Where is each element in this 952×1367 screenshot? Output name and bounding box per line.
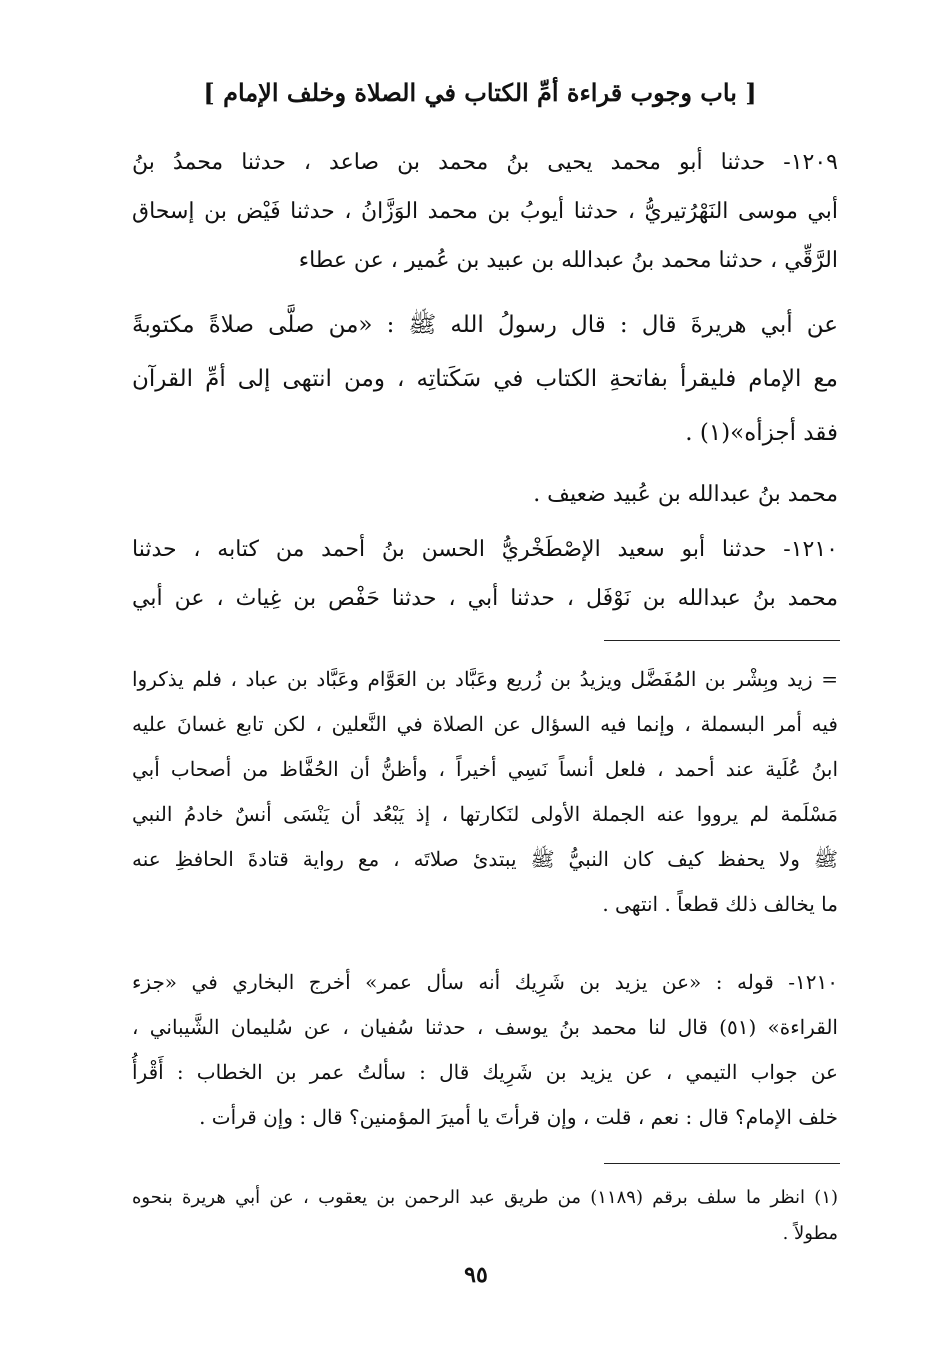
footnote-divider: [604, 1163, 840, 1164]
hadith-1210-isnad: [132, 525, 838, 623]
page-number: ٩٥: [464, 1262, 488, 1288]
text-line: خلف الإمام؟ قال : نعم ، قلت ، وإن قرأتَ يا أميرَ المؤمنين؟ قال : وإن قرأت .: [199, 1105, 838, 1129]
hadith-1209-isnad: [132, 138, 838, 285]
text-line: مع الإمام فليقرأ بفاتحةِ الكتاب في سَكَتاتِه ، ومن انتهى إلى أمِّ القرآن: [132, 366, 838, 392]
chapter-title: [ باب وجوب قراءة أمِّ الكتاب في الصلاة وخلف الإمام ]: [203, 78, 757, 107]
commentary-continued: [132, 657, 838, 927]
text-line: الرَّقِّي ، حدثنا محمد بنُ عبدالله بن عبيد بن عُمير ، عن عطاء: [298, 248, 838, 273]
text-line: ابنُ عُلَية عند أحمد ، فلعل أنساً نَسِي أخيراً ، وأظنُّ أن الحُفَّاظ من أصحاب أبي: [132, 757, 838, 781]
text-line: ١٢٠٩- حدثنا أبو محمد يحيى بنُ محمد بن صاعد ، حدثنا محمدُ بنُ: [132, 150, 838, 175]
hadith-1209-grading: [132, 470, 838, 519]
hadith-1209-matn: [132, 298, 838, 460]
notes-divider: [604, 640, 840, 641]
text-line: فيه أمر البسملة ، وإنما فيه السؤال عن الصلاة في النَّعلين ، لكن تابع غسانَ عليه: [132, 712, 838, 736]
text-line: = زيد وبِشْر بن المُفَضَّل ويزيدُ بن زُريع وعَبَّاد بن العَوَّام وعَبَّاد بن عباد ، فلم يذكروا: [132, 667, 838, 691]
text-line: مطولاً .: [782, 1223, 838, 1244]
commentary-1210: [132, 960, 838, 1140]
text-line: مَسْلَمة لم يرووا عنه الجملة الأولى لنَكارتها ، إذ يَبْعُد أن يَنْسَى أنسٌ خادمُ النبي: [132, 802, 838, 826]
text-line: ما يخالف ذلك قطعاً . انتهى .: [602, 892, 838, 916]
text-line: أبي موسى النَهْرُتيريُّ ، حدثنا أيوبُ بن محمد الوَزَّانُ ، حدثنا فَيْض بن إسحاق: [132, 199, 838, 224]
text-line: فقد أجزأه»(١) .: [685, 420, 838, 446]
text-line: (١) انظر ما سلف برقم (١١٨٩) من طريق عبد الرحمن بن يعقوب ، عن أبي هريرة بنحوه: [132, 1187, 839, 1208]
text-line: عن أبي هريرةَ قال : قال رسولُ الله ﷺ : «من صلَّى صلاةً مكتوبةً: [132, 312, 838, 338]
footnote: [132, 1180, 838, 1252]
text-line: ﷺ ولا يحفظ كيف كان النبيُّ ﷺ يبتدئ صلاتَه ، مع رواية قتادةَ الحافظِ عنه: [132, 847, 838, 871]
text-line: عن جواب التيمي ، عن يزيد بن شَرِيك قال : سألتُ عمر بن الخطاب : أَقْرأُ: [132, 1060, 838, 1084]
text-line: ١٢١٠- قوله : «عن يزيد بن شَرِيك أنه سأل عمر» أخرج البخاري في «جزء: [132, 970, 838, 994]
text-line: محمد بنُ عبدالله بن عُبيد ضعيف .: [533, 482, 838, 507]
text-line: القراءة» (٥١) قال لنا محمد بنُ يوسف ، حدثنا سُفيان ، عن سُليمان الشَّيباني ،: [132, 1015, 838, 1039]
text-line: ١٢١٠- حدثنا أبو سعيد الإصْطَخْريُّ الحسن بنُ أحمد من كتابه ، حدثنا: [132, 537, 838, 562]
text-line: محمد بنُ عبدالله بن نَوْفَل ، حدثنا أبي ، حدثنا حَفْص بن غِياث ، عن أبي: [132, 586, 838, 611]
